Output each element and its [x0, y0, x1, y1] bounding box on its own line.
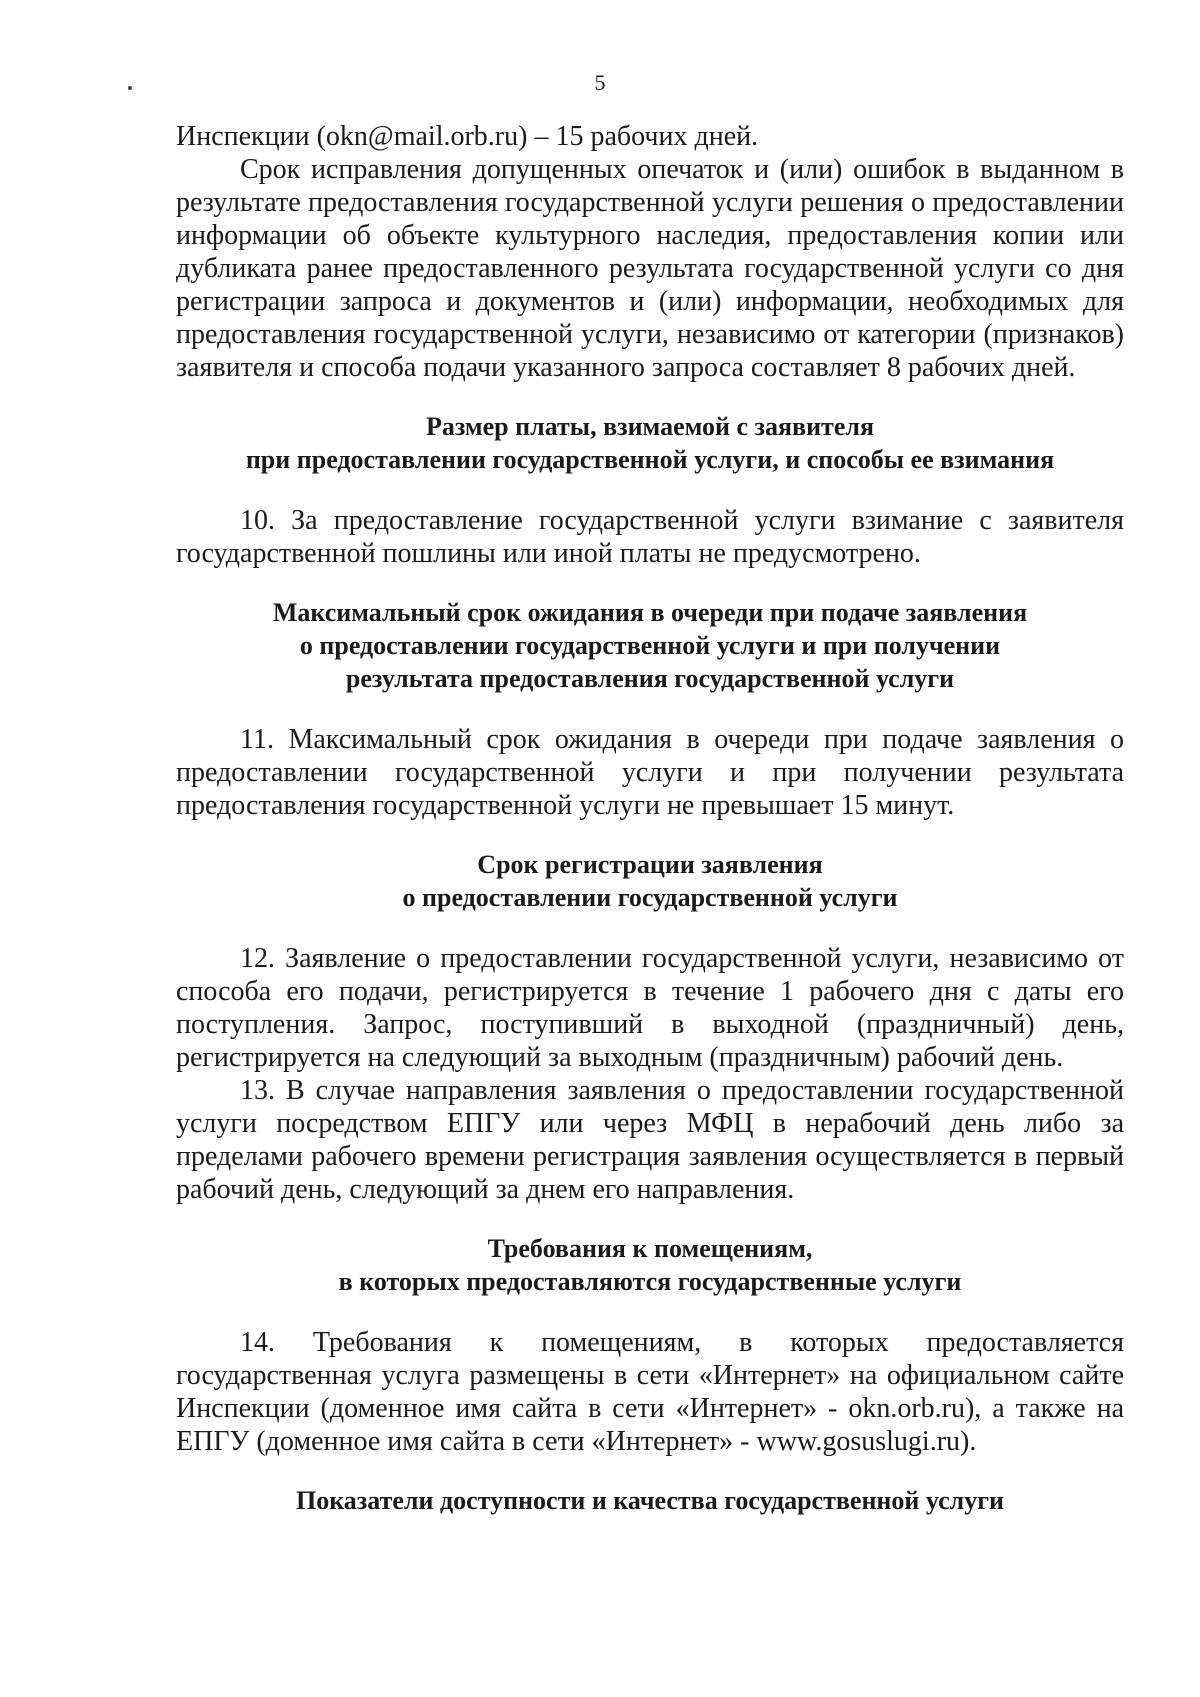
heading-line: Срок регистрации заявления	[477, 850, 823, 879]
heading-line: Показатели доступности и качества государственной услуги	[295, 1486, 1005, 1515]
paragraph-10: 10. За предоставление государственной услуги взимание с заявителя государственной пошлины или иной платы не предусмотрено.	[176, 505, 1124, 569]
heading-line: результата предоставления государственной услуги	[345, 664, 955, 693]
heading-line: о предоставлении государственной услуги	[402, 883, 898, 912]
heading-line: Размер платы, взимаемой с заявителя	[425, 412, 875, 441]
heading-line: при предоставлении государственной услуги, и способы ее взимания	[245, 445, 1055, 474]
paragraph-12: 12. Заявление о предоставлении государственной услуги, независимо от способа его подачи, регистрируется в течение 1 рабочего дня с даты его поступления. Запрос, поступивший в выходной (праздничный) день, регистрируется на следующий за выходным (праздничным) рабочий день.	[176, 943, 1124, 1073]
page-number: 5	[594, 70, 606, 95]
paragraph-14: 14. Требования к помещениям, в которых предоставляется государственная услуга размещены в сети «Интернет» на официальном сайте Инспекции (доменное имя сайта в сети «Интернет» - okn.orb.ru), а также на ЕПГУ (доменное имя сайта в сети «Интернет» - www.gosuslugi.ru).	[176, 1327, 1124, 1457]
paragraph-correction-term: Срок исправления допущенных опечаток и (или) ошибок в выданном в результате предоставления государственной услуги решения о предоставлении информации об объекте культурного наследия, предоставления копии или дубликата ранее предоставленного результата государственной услуги со дня регистрации запроса и документов и (или) информации, необходимых для предоставления государственной услуги, независимо от категории (признаков) заявителя и способа подачи указанного запроса составляет 8 рабочих дней.	[176, 154, 1124, 383]
heading-line: Максимальный срок ожидания в очереди при подаче заявления	[272, 598, 1028, 627]
heading-premises	[176, 1232, 1124, 1298]
paragraph-11: 11. Максимальный срок ожидания в очереди при подаче заявления о предоставлении государственной услуги и при получении результата предоставления государственной услуги не превышает 15 минут.	[176, 724, 1124, 821]
heading-fee	[176, 410, 1124, 476]
heading-registration-term	[176, 848, 1124, 914]
heading-line: Требования к помещениям,	[487, 1234, 813, 1263]
heading-queue-time	[176, 596, 1124, 695]
heading-line: о предоставлении государственной услуги и при получении	[299, 631, 1001, 660]
heading-quality-indicators	[176, 1484, 1124, 1517]
paragraph-inspection-email: Инспекции (okn@mail.orb.ru) – 15 рабочих дней.	[176, 121, 759, 152]
heading-line: в которых предоставляются государственные услуги	[338, 1267, 962, 1296]
document-body	[176, 120, 1124, 1517]
paragraph-13: 13. В случае направления заявления о предоставлении государственной услуги посредством ЕПГУ или через МФЦ в нерабочий день либо за пределами рабочего времени регистрация заявления осуществляется в первый рабочий день, следующий за днем его направления.	[176, 1075, 1124, 1205]
